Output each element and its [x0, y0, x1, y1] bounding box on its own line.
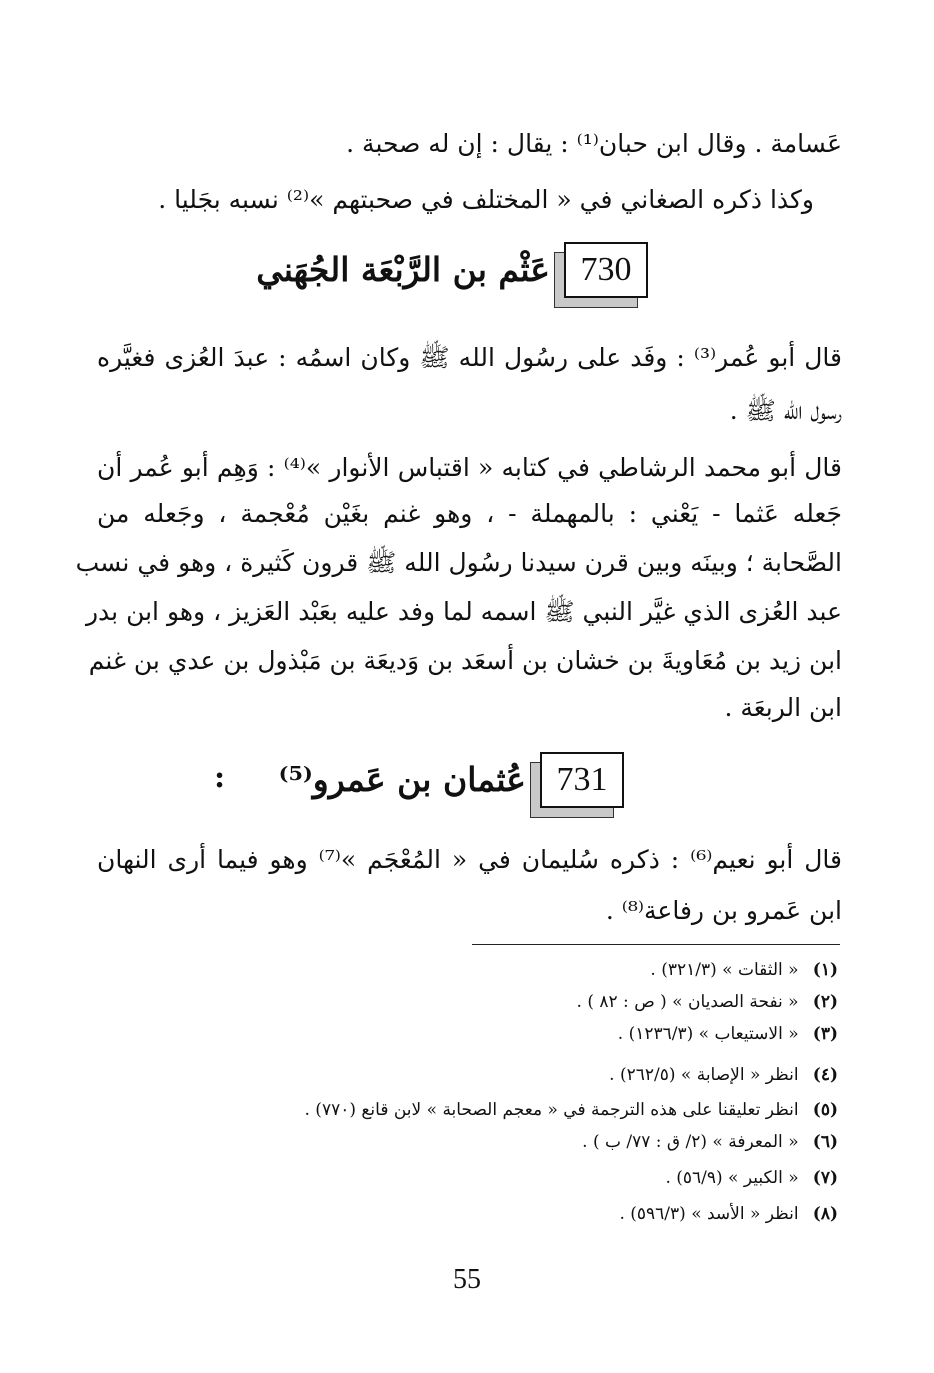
entry-number: 730 — [564, 242, 648, 298]
text-line-9: ابن زيد بن مُعَاويةَ بن خشان بن أسعَد بن وَديعَة بن مَبْذول بن عدي بن غنم — [88, 646, 842, 675]
footnote: (٣) « الاستيعاب » (١٢٣٦/٣) . — [617, 1024, 838, 1044]
text-line-1: عَسامة . وقال ابن حبان⁽¹⁾ : يقال : إن له صحبة . — [346, 129, 842, 158]
entry-number-box — [564, 242, 646, 296]
footnote: (٨) انظر « الأسد » (٥٩٦/٣) . — [619, 1204, 838, 1224]
text-line-10: ابن الربعَة . — [724, 693, 842, 722]
footnote: (٦) « المعرفة » (٢/ ق : ٧٧/ ب ) . — [582, 1132, 838, 1152]
text-line-7: الصَّحابة ؛ وبينَه وبين قرن سيدنا رسُول الله ﷺ قرون كَثيرة ، وهو في نسب — [75, 548, 842, 577]
footnote-separator — [472, 944, 840, 945]
footnote: (٤) انظر « الإصابة » (٢٦٢/٥) . — [609, 1065, 838, 1085]
footnote: (٢) « نفحة الصديان » ( ص : ٨٢ ) . — [576, 992, 838, 1012]
entry-731-heading — [279, 752, 622, 806]
footnote: (١) « الثقات » (٣٢١/٣) . — [650, 960, 838, 980]
entry-title: عَثْم بن الرَّبْعَة الجُهَني — [256, 249, 550, 289]
text-line-12: ابن عَمرو بن رفاعة⁽⁸⁾ . — [605, 896, 842, 925]
text-line-6: جَعله عَثما - يَعْني : بالمهملة - ، وهو غنم بغَيْن مُعْجمة ، وجَعله من — [97, 499, 842, 528]
page-number: 55 — [453, 1264, 481, 1295]
text-line-8: عبد العُزى الذي غيَّر النبي ﷺ اسمه لما وفد عليه بعَبْد العَزيز ، وهو ابن بدر — [85, 597, 842, 626]
text-line-2: وكذا ذكره الصغاني في « المختلف في صحبتهم »⁽²⁾ نسبه بجَليا . — [158, 185, 814, 214]
margin-mark: : — [214, 760, 226, 795]
text-line-3: قال أبو عُمر⁽³⁾ : وفَد على رسُول الله ﷺ وكان اسمُه : عبدَ العُزى فغيَّره — [97, 343, 842, 372]
text-line-11: قال أبو نعيم⁽⁶⁾ : ذكره سُليمان في « المُعْجَم »⁽⁷⁾ وهو فيما أرى النهان — [97, 845, 842, 874]
footnote: (٧) « الكبير » (٥٦/٩) . — [665, 1168, 838, 1188]
entry-number-box — [540, 752, 622, 806]
text-line-5: قال أبو محمد الرشاطي في كتابه « اقتباس الأنوار »⁽⁴⁾ : وَهِم أبو عُمر أن — [97, 453, 842, 482]
entry-number: 731 — [540, 752, 624, 808]
entry-title: عُثمان بن عَمرو⁽⁵⁾ — [278, 759, 526, 799]
entry-730-heading — [256, 242, 646, 296]
footnote: (٥) انظر تعليقنا على هذه الترجمة في « معجم الصحابة » لابن قانع (٧٧٠) . — [304, 1100, 838, 1120]
text-line-4: رسول الله ﷺ . — [729, 396, 842, 425]
